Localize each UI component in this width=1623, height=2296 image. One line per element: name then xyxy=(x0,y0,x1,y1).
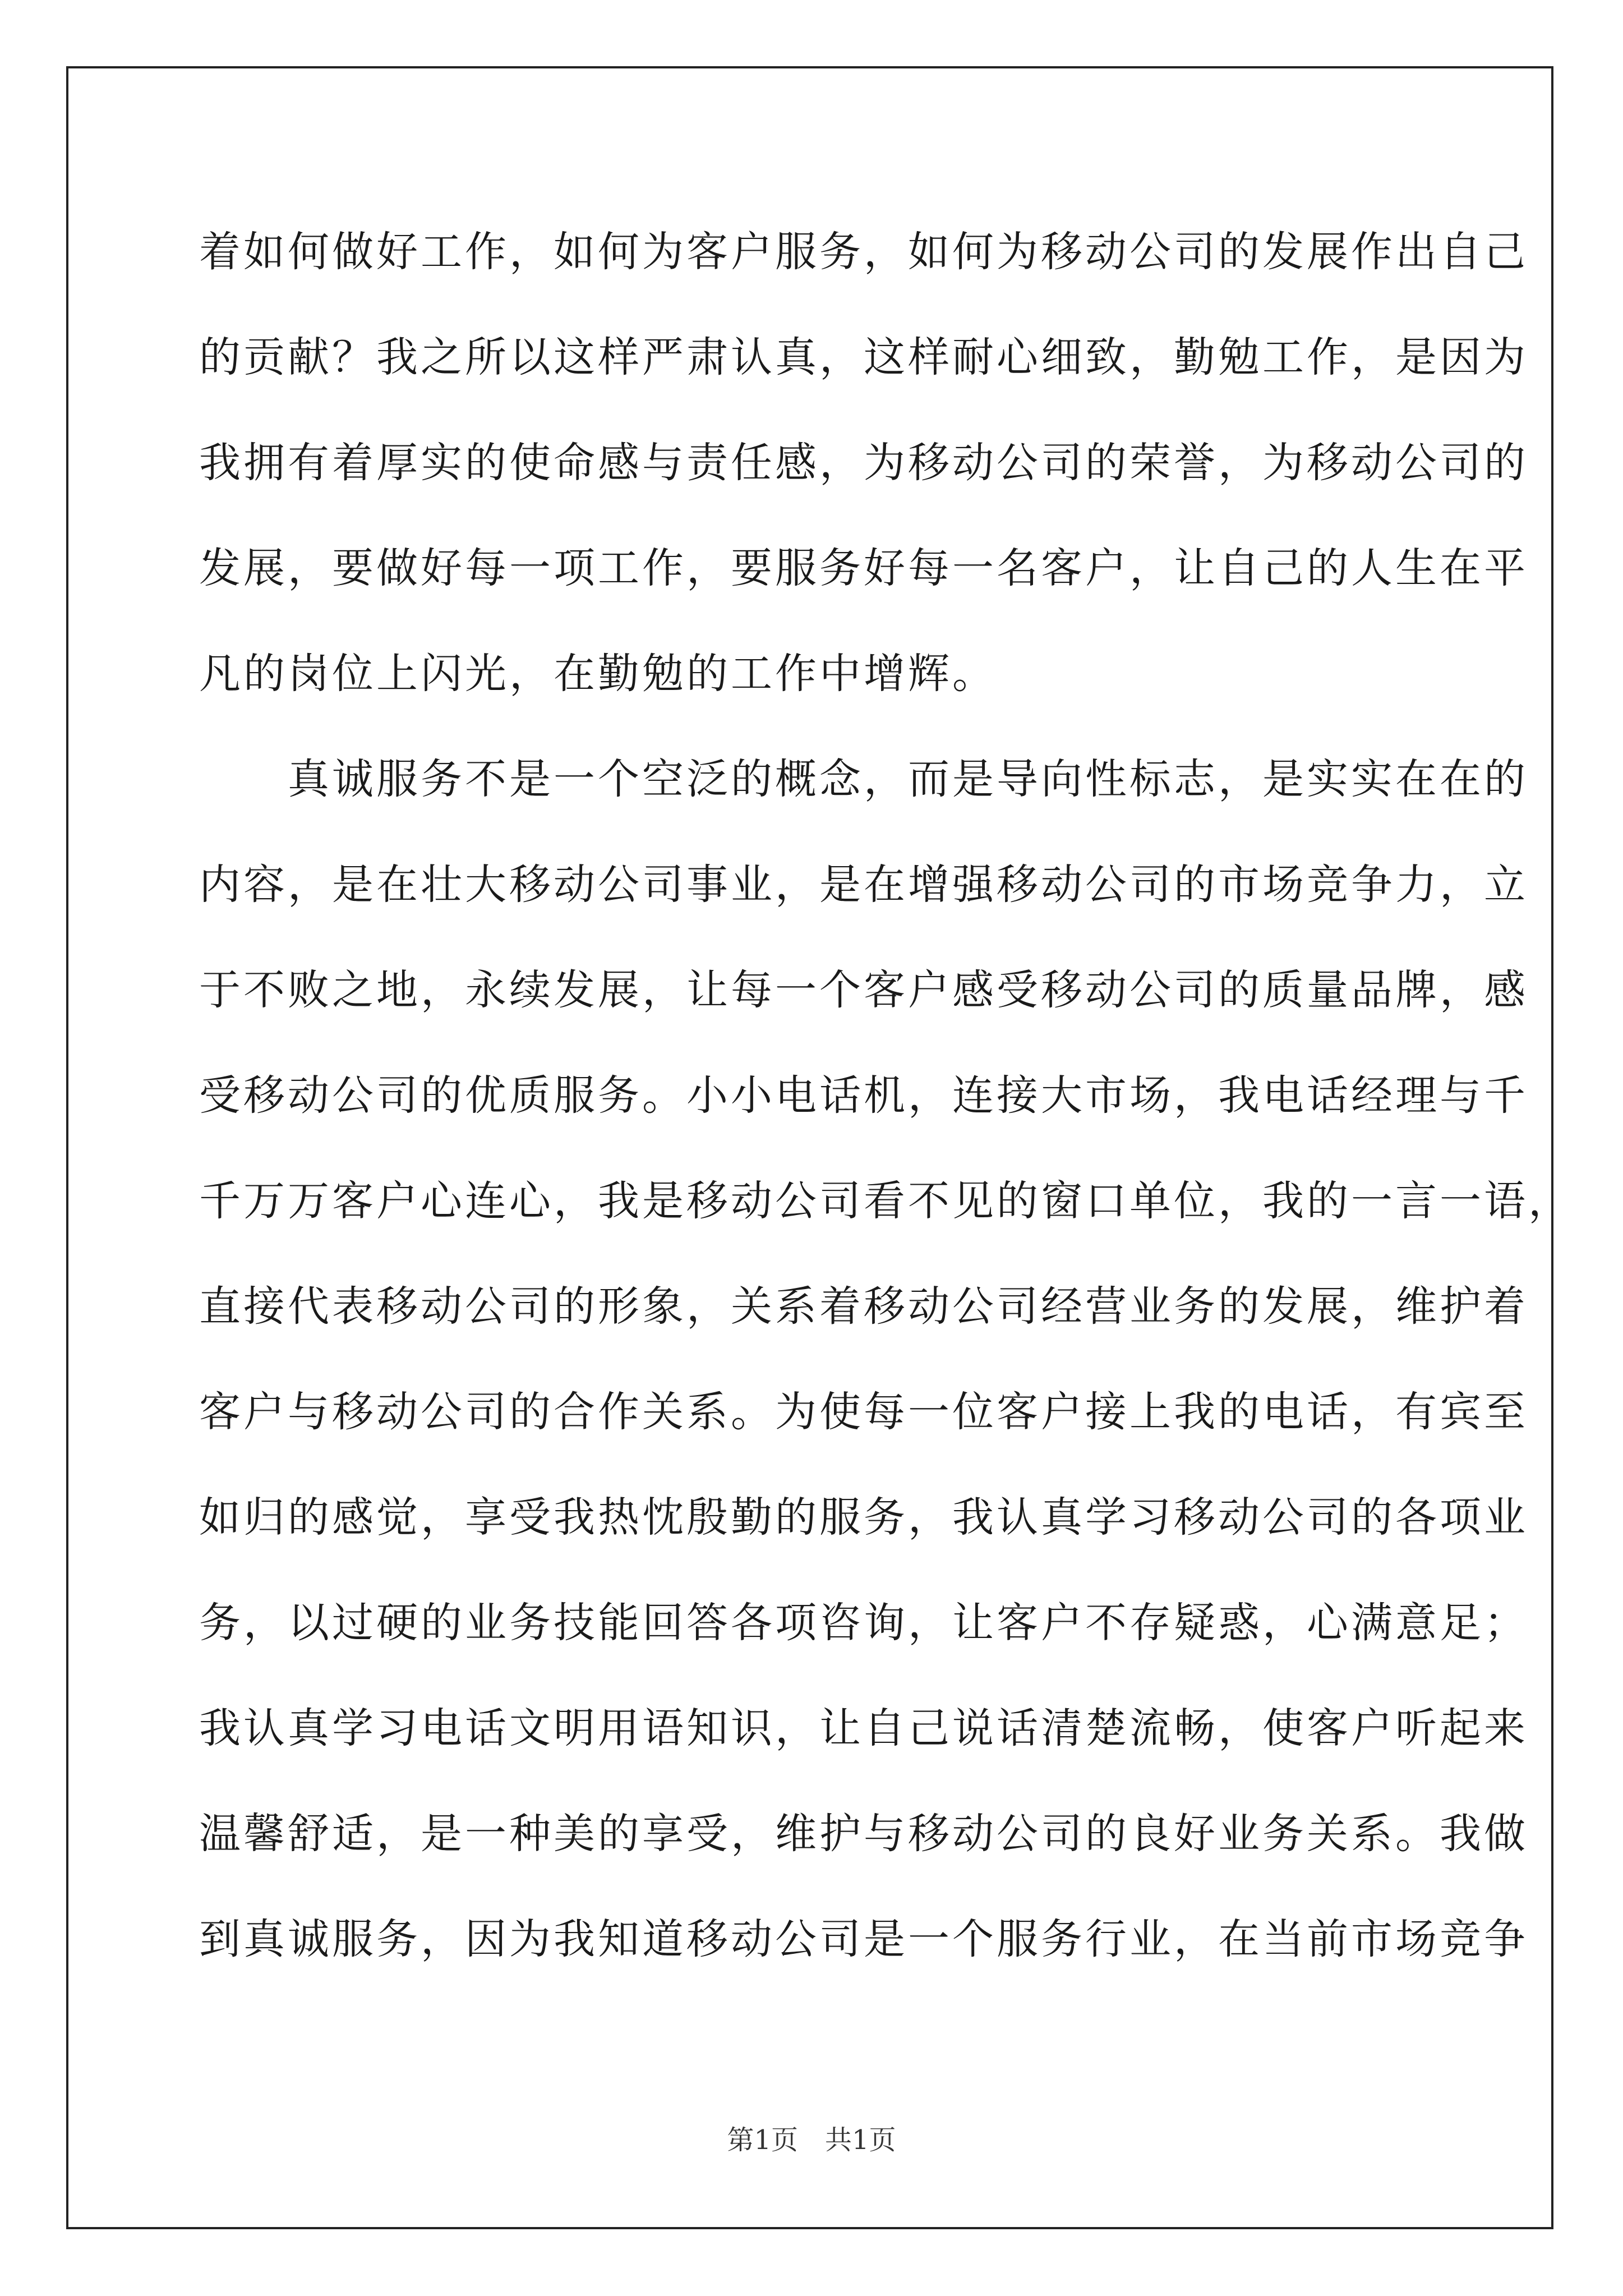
paragraph-start-line: 真诚服务不是一个空泛的概念，而是导向性标志，是实实在在的 xyxy=(199,755,1528,803)
text-line: 我认真学习电话文明用语知识，让自己说话清楚流畅，使客户听起来 xyxy=(199,1704,1528,1752)
page-total: 共1页 xyxy=(825,2124,896,2156)
document-body xyxy=(199,199,1573,1992)
text-line: 直接代表移动公司的形象，关系着移动公司经营业务的发展，维护着 xyxy=(199,1282,1528,1331)
text-line: 发展，要做好每一项工作，要服务好每一名客户，让自己的人生在平 xyxy=(199,544,1528,592)
text-line: 我拥有着厚实的使命感与责任感，为移动公司的荣誉，为移动公司的 xyxy=(199,439,1528,487)
page-number: 第1页 xyxy=(727,2124,798,2156)
text-line: 着如何做好工作，如何为客户服务，如何为移动公司的发展作出自己 xyxy=(199,228,1528,276)
text-line: 受移动公司的优质服务。小小电话机，连接大市场，我电话经理与千 xyxy=(199,1071,1528,1120)
text-line: 务，以过硬的业务技能回答各项咨询，让客户不存疑惑，心满意足； xyxy=(199,1599,1528,1647)
text-line: 凡的岗位上闪光，在勤勉的工作中增辉。 xyxy=(199,650,997,698)
text-line: 如归的感觉，享受我热忱殷勤的服务，我认真学习移动公司的各项业 xyxy=(199,1493,1528,1542)
text-line: 客户与移动公司的合作关系。为使每一位客户接上我的电话，有宾至 xyxy=(199,1388,1528,1436)
text-line: 内容，是在壮大移动公司事业，是在增强移动公司的市场竞争力，立 xyxy=(199,861,1528,909)
text-line: 温馨舒适，是一种美的享受，维护与移动公司的良好业务关系。我做 xyxy=(199,1810,1528,1858)
text-line: 于不败之地，永续发展，让每一个客户感受移动公司的质量品牌，感 xyxy=(199,966,1528,1014)
text-line: 到真诚服务，因为我知道移动公司是一个服务行业，在当前市场竞争 xyxy=(199,1915,1528,1963)
text-line: 的贡献？我之所以这样严肃认真，这样耐心细致，勤勉工作，是因为 xyxy=(199,333,1528,381)
text-line: 千万万客户心连心，我是移动公司看不见的窗口单位，我的一言一语， xyxy=(199,1177,1573,1225)
page-footer xyxy=(0,2118,1623,2157)
